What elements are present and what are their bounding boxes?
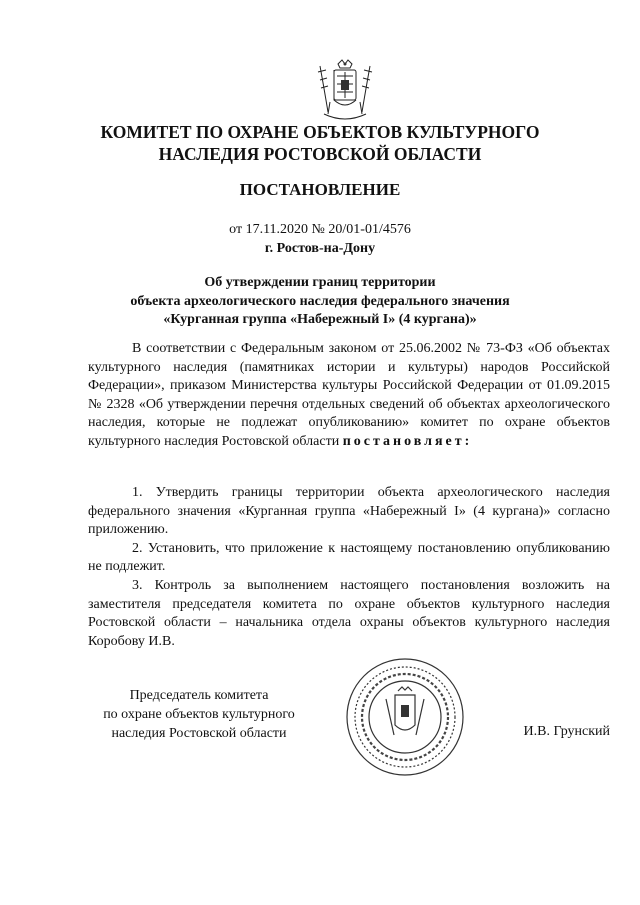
document-subject [0,274,640,330]
resolution-items [88,484,610,651]
resolution-item-2: 2. Установить, что приложение к настоящему постановлению опубликованию не подлежит. [88,540,610,575]
signer-name: И.В. Грунский [523,724,610,739]
preamble [88,340,610,452]
date-number: от 17.11.2020 № 20/01-01/4576 [229,222,411,237]
official-seal-icon [340,655,470,780]
position-line-3: наследия Ростовской области [111,726,287,741]
resolution-item-1: 1. Утвердить границы территории объекта археологического наследия федерального значения «Курганная группа «Набережный I» (4 кургана)» согласно приложению. [88,485,610,538]
position-line-2: по охране объектов культурного [103,707,295,722]
organization-name [0,121,640,165]
subject-line-2: объекта археологического наследия федерального значения [130,293,510,309]
subject-line-3: «Курганная группа «Набережный I» (4 кургана)» [163,312,477,327]
org-line-2: НАСЛЕДИЯ РОСТОВСКОЙ ОБЛАСТИ [158,144,482,164]
coat-of-arms-icon [314,58,376,124]
city: г. Ростов-на-Дону [264,241,376,256]
document-type: ПОСТАНОВЛЕНИЕ [239,180,401,199]
subject-line-1: Об утверждении границ территории [204,275,436,290]
document-meta [0,220,640,258]
signer-position [88,686,310,743]
preamble-text: В соответствии с Федеральным законом от 25.06.2002 № 73-ФЗ «Об объектах культурного наследия (памятниках истории и культуры) народов Российской Федерации», приказом Министерства культуры Российской Федерации от 01.09.2015 № 2328 «Об утверждении перечня отдельных сведений об объектах археологического наследия, которые не подлежат опубликованию» комитет по охране объектов культурного наследия Ростовской области [88,341,610,449]
resolution-item-3: 3. Контроль за выполнением настоящего постановления возложить на заместителя председателя комитета по охране объектов культурного наследия Ростовской области – начальника отдела охраны объектов культурного наследия Коробову И.В. [88,577,610,649]
resolves-word: постановляет: [342,433,473,449]
position-line-1: Председатель комитета [129,688,269,703]
org-line-1: КОМИТЕТ ПО ОХРАНЕ ОБЪЕКТОВ КУЛЬТУРНОГО [100,122,540,142]
